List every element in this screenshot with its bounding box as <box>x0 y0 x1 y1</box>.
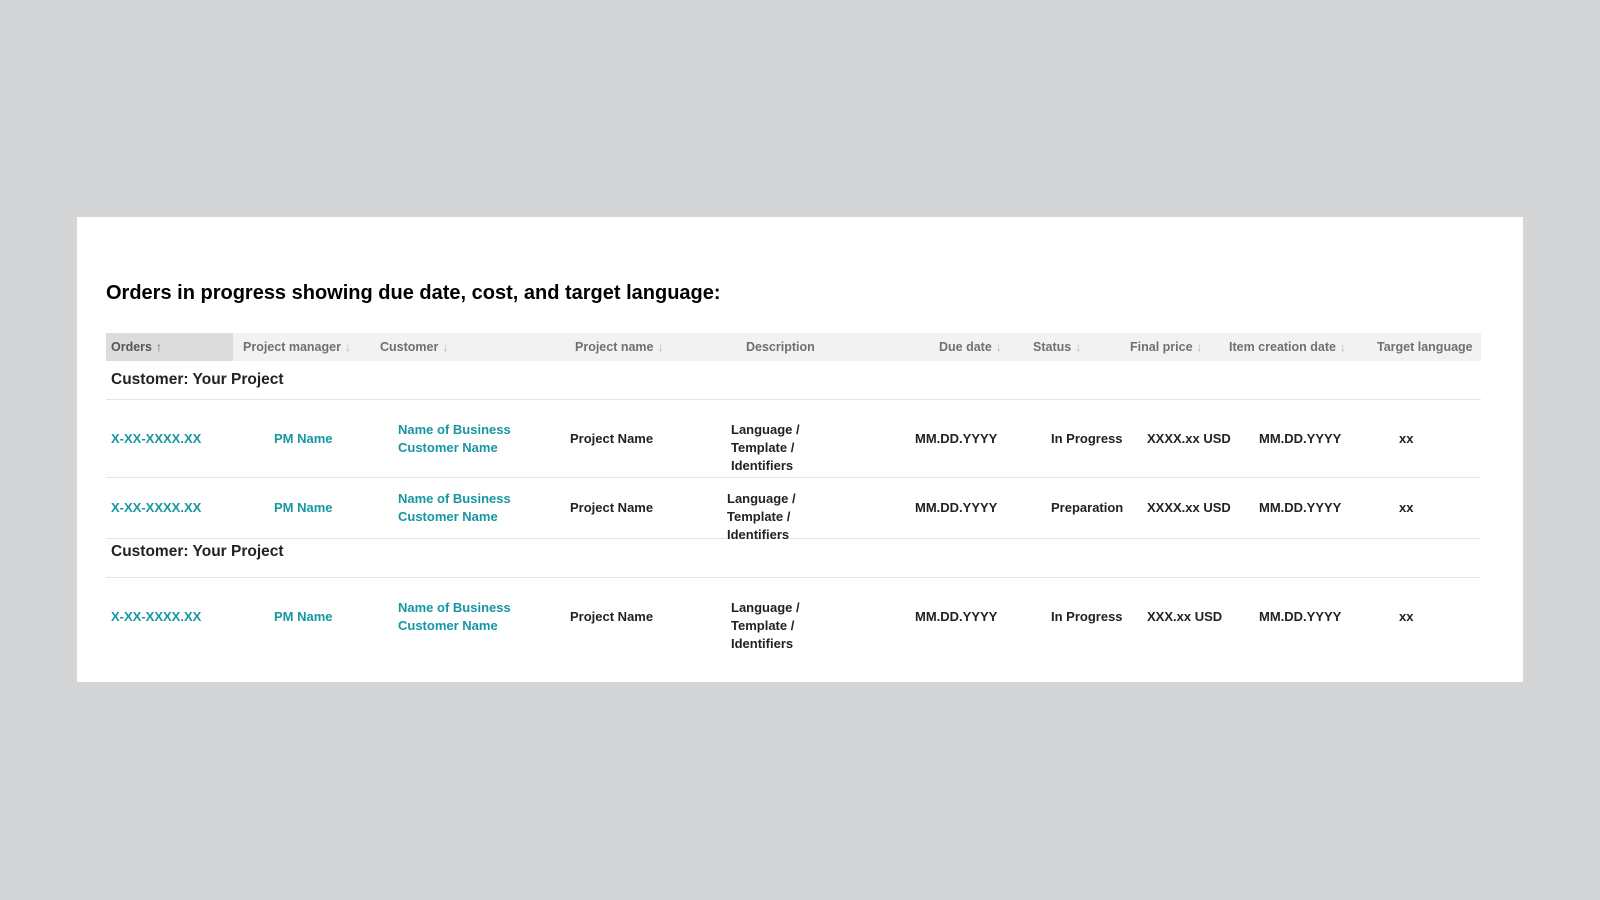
column-header-due-date[interactable]: Due date ↓ <box>939 333 1002 361</box>
orders-card <box>77 217 1523 682</box>
sort-asc-icon: ↑ <box>156 340 162 354</box>
due-date: MM.DD.YYYY <box>915 431 998 446</box>
table-row[interactable] <box>106 478 1481 542</box>
order-id-link[interactable]: X-XX-XXXX.XX <box>111 609 202 624</box>
status-text: Preparation <box>1051 500 1124 515</box>
group-label: Customer: Your Project <box>111 371 284 388</box>
column-header-project-manager[interactable]: Project manager ↓ <box>243 333 351 361</box>
group-label: Customer: Your Project <box>111 543 284 560</box>
sort-desc-icon: ↓ <box>995 340 1002 354</box>
customer-business: Name of Business <box>398 600 511 615</box>
column-header-project-name[interactable]: Project name ↓ <box>575 333 664 361</box>
description: Language / Template / Identifiers <box>727 491 796 542</box>
column-header-description[interactable]: Description <box>746 340 815 354</box>
column-header-status[interactable]: Status ↓ <box>1033 333 1081 361</box>
sort-desc-icon: ↓ <box>1339 340 1346 354</box>
pm-name-link[interactable]: PM Name <box>274 500 333 515</box>
final-price: XXXX.xx USD <box>1147 500 1231 515</box>
due-date: MM.DD.YYYY <box>915 500 998 515</box>
target-language: xx <box>1399 500 1414 515</box>
status-text: In Progress <box>1051 609 1123 624</box>
column-header-target-language[interactable]: Target language <box>1377 340 1473 354</box>
table-row[interactable] <box>106 578 1481 658</box>
project-name: Project Name <box>570 609 654 624</box>
column-header-customer[interactable]: Customer ↓ <box>380 333 448 361</box>
sort-desc-icon: ↓ <box>1075 340 1082 354</box>
page-title: Orders in progress showing due date, cost, and target language: <box>106 282 721 304</box>
customer-business: Name of Business <box>398 422 511 437</box>
customer-name: Customer Name <box>398 440 498 455</box>
creation-date: MM.DD.YYYY <box>1259 500 1342 515</box>
order-id-link[interactable]: X-XX-XXXX.XX <box>111 431 202 446</box>
description: Language / Template / Identifiers <box>731 600 800 651</box>
table-row[interactable] <box>106 400 1481 478</box>
group-header <box>106 361 1481 400</box>
column-header-orders[interactable]: Orders ↑ <box>106 333 233 361</box>
creation-date: MM.DD.YYYY <box>1259 609 1342 624</box>
group-header <box>106 539 1481 578</box>
customer-business: Name of Business <box>398 491 511 506</box>
column-header-final-price[interactable]: Final price ↓ <box>1130 333 1203 361</box>
pm-name-link[interactable]: PM Name <box>274 609 333 624</box>
customer-link[interactable] <box>398 599 511 635</box>
creation-date: MM.DD.YYYY <box>1259 431 1342 446</box>
table-header <box>106 333 1481 361</box>
sort-desc-icon: ↓ <box>657 340 664 354</box>
status-text: In Progress <box>1051 431 1123 446</box>
column-header-item-creation-date[interactable]: Item creation date ↓ <box>1229 333 1346 361</box>
final-price: XXX.xx USD <box>1147 609 1223 624</box>
pm-name-link[interactable]: PM Name <box>274 431 333 446</box>
description: Language / Template / Identifiers <box>731 422 800 473</box>
target-language: xx <box>1399 609 1414 624</box>
project-name: Project Name <box>570 431 654 446</box>
customer-link[interactable] <box>398 421 511 457</box>
project-name: Project Name <box>570 500 654 515</box>
order-id-link[interactable]: X-XX-XXXX.XX <box>111 500 202 515</box>
customer-name: Customer Name <box>398 618 498 633</box>
sort-desc-icon: ↓ <box>442 340 449 354</box>
customer-link[interactable] <box>398 490 511 526</box>
customer-name: Customer Name <box>398 509 498 524</box>
due-date: MM.DD.YYYY <box>915 609 998 624</box>
final-price: XXXX.xx USD <box>1147 431 1231 446</box>
sort-desc-icon: ↓ <box>1196 340 1203 354</box>
target-language: xx <box>1399 431 1414 446</box>
sort-desc-icon: ↓ <box>344 340 351 354</box>
